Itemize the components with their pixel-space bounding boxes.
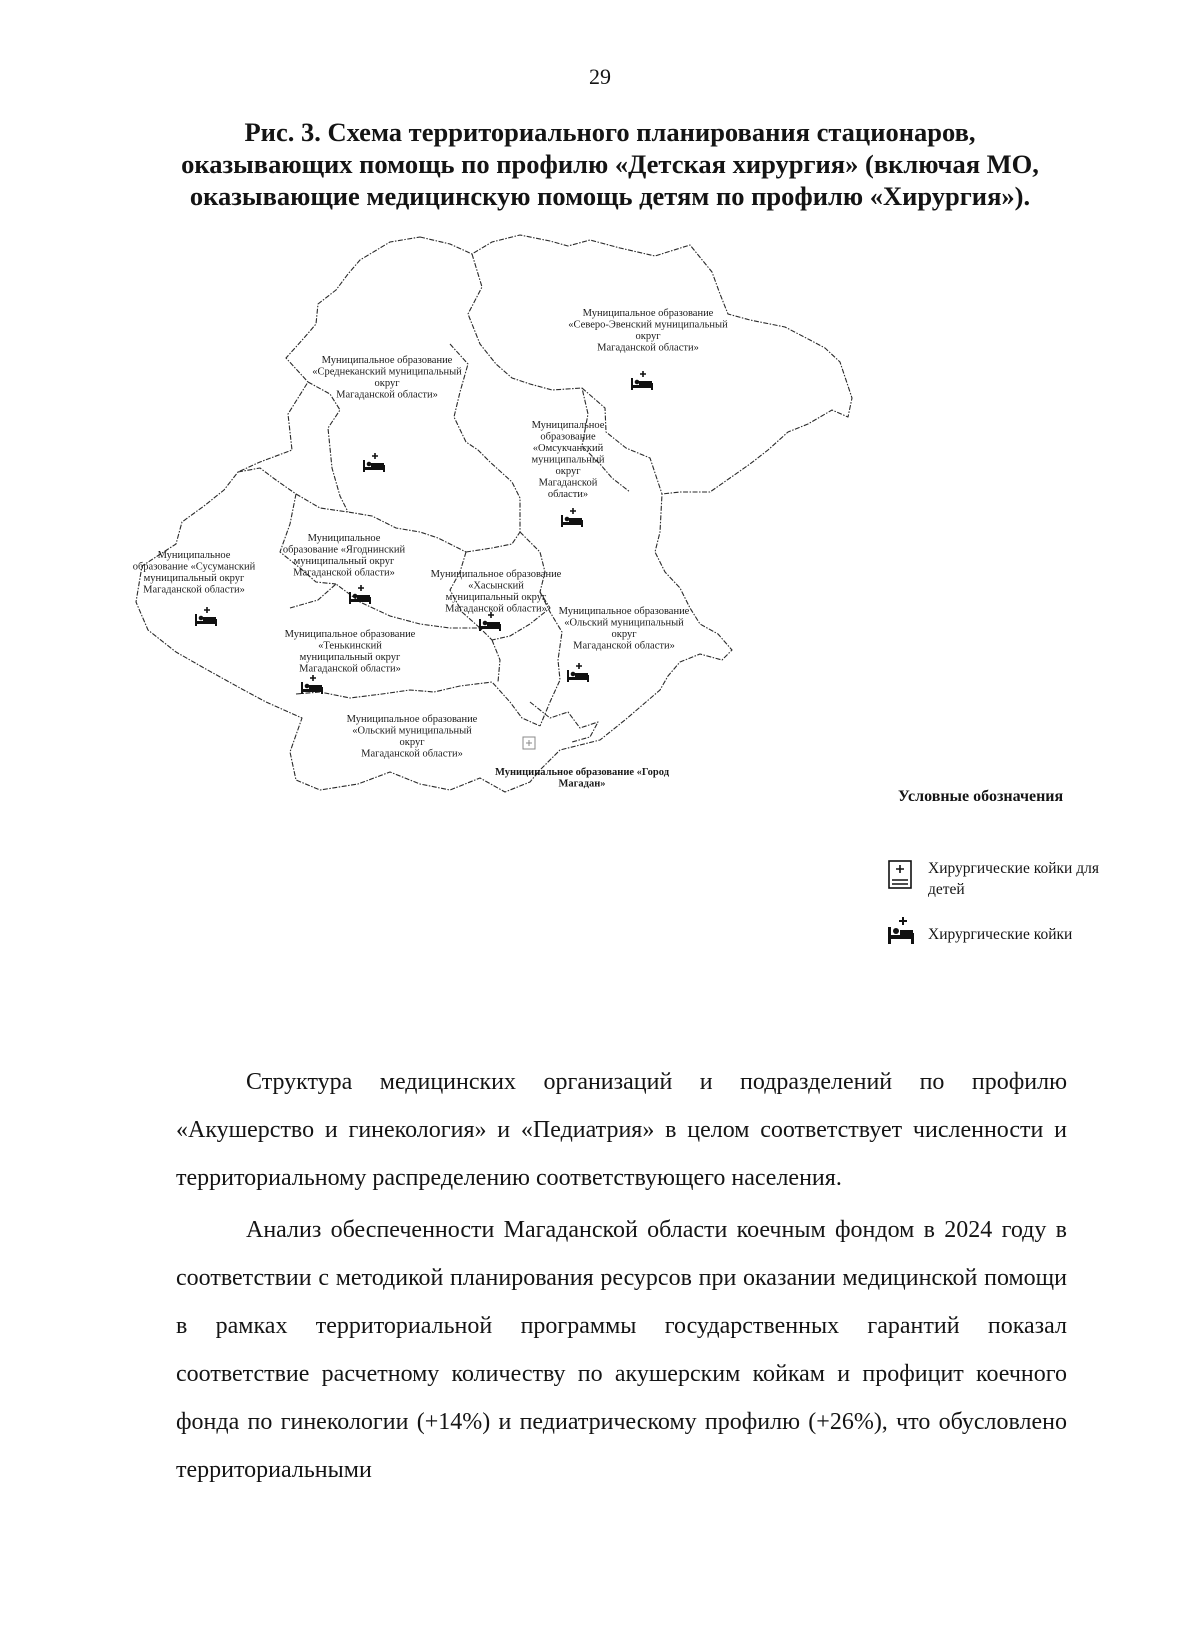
region-label-line: Муниципальное образование: [346, 714, 478, 725]
surgical-beds-children-icon: [523, 737, 535, 749]
region-label-line: Муниципальное образование: [321, 355, 453, 366]
label-yagodninsky: [283, 533, 406, 579]
surgical-beds-children-icon: [886, 858, 916, 892]
region-label-line: образование: [540, 431, 596, 443]
region-label-line: области»: [547, 489, 589, 500]
label-olsky-east: [559, 606, 690, 652]
region-label-line: Муниципальное образование: [430, 569, 562, 580]
region-label-line: «Омсукчанский: [532, 443, 604, 454]
region-label-line: муниципальный округ: [293, 556, 395, 567]
region-label-line: «Среднеканский муниципальный: [312, 366, 462, 378]
region-label-line: Магаданской области»: [293, 567, 395, 579]
body-text: [176, 1058, 1067, 1494]
region-label-line: «Ольский муниципальный: [352, 725, 472, 737]
page-number: 29: [589, 64, 611, 89]
region-label-line: Магаданской области»: [336, 389, 438, 401]
surgical-beds-icon: [886, 914, 916, 948]
region-label-line: округ: [555, 466, 581, 477]
region-label-line: Муниципальное образование: [558, 606, 690, 617]
region-label-line: «Ольский муниципальный: [564, 617, 684, 629]
region-label-line: Магаданской: [538, 477, 598, 489]
surgical-beds-icon: [363, 453, 385, 472]
border-magadan: [530, 702, 598, 742]
region-label-line: Магаданской области»: [445, 603, 547, 615]
surgical-beds-icon: [479, 612, 501, 631]
region-label-line: Муниципальное образование: [284, 629, 416, 640]
surgical-beds-icon: [349, 585, 371, 604]
region-label-line: Магаданской области»: [143, 584, 245, 596]
region-label-line: Магаданской области»: [597, 342, 699, 354]
region-label-line: Муниципальное образование: [582, 308, 714, 319]
legend-item-surgical-beds: [886, 914, 1072, 948]
legend-label-surgical-beds: Хирургические койки: [928, 926, 1073, 943]
label-olsky-south: [347, 714, 478, 760]
paragraph: Структура медицинских организаций и подразделений по профилю «Акушерство и гинекология» и «Педиатрия» в целом соответствует численности и территориальному распределению соответствующего населения.: [176, 1069, 1067, 1191]
figure-title: Рис. 3. Схема территориального планирования стационаров, оказывающих помощь по профилю «Детская хирургия» (включая МО, оказывающие медицинскую помощь детям по профилю «Хирургия»).: [181, 117, 1039, 211]
legend-title: Условные обозначения: [898, 788, 1064, 805]
region-borders: [136, 235, 852, 792]
region-label-line: муниципальный округ: [445, 592, 547, 603]
surgical-beds-icon: [561, 508, 583, 527]
region-label-line: округ: [611, 629, 637, 640]
region-labels: [133, 308, 728, 790]
legend-item-children-beds: [886, 858, 1128, 900]
surgical-beds-icon: [301, 675, 323, 694]
region-label-line: образование «Ягоднинский: [282, 544, 406, 556]
paragraph: Анализ обеспеченности Магаданской области коечным фондом в 2024 году в соответствии с методикой планирования ресурсов при оказании медицинской помощи в рамках территориальной программы государственных гарантий показал соответствие расчетному количеству по акушерским койкам и профицит коечного фонда по гинекологии (+14%) и педиатрическому профилю (+26%), что обусловлено территориальными: [176, 1217, 1067, 1483]
region-label-line: Магадан»: [558, 778, 606, 790]
surgical-beds-icon: [567, 663, 589, 682]
region-label-line: муниципальный округ: [143, 573, 245, 584]
label-omsukchansky: [531, 420, 604, 500]
region-label-line: Магаданской области»: [573, 640, 675, 652]
region-label-line: образование «Сусуманский: [132, 561, 256, 573]
region-label-line: «Хасынский: [468, 580, 524, 592]
outer-boundary: [136, 235, 852, 792]
border-khasyn-omsuk: [466, 498, 520, 552]
region-label-line: Магаданской области»: [299, 663, 401, 675]
surgical-beds-icon: [631, 371, 653, 390]
region-label-line: «Северо-Эвенский муниципальный: [568, 319, 728, 331]
region-label-line: Муниципальное: [531, 420, 605, 431]
label-susumansky: [133, 550, 256, 596]
region-label-line: округ: [399, 737, 425, 748]
label-tenkinsky: [285, 629, 416, 675]
border-tenka-east: [492, 640, 500, 682]
label-khasynsky: [431, 569, 562, 615]
region-label-line: Муниципальное образование «Город: [494, 767, 670, 778]
region-label-line: муниципальный округ: [299, 652, 401, 663]
border-sred-west: [308, 382, 348, 512]
region-map: [120, 232, 940, 832]
region-label-line: округ: [635, 331, 661, 342]
region-label-line: Магаданской области»: [361, 748, 463, 760]
region-label-line: «Тенькинский: [318, 640, 382, 652]
legend-label-children-beds: Хирургические койки для детей: [928, 860, 1099, 898]
surgical-beds-icon: [195, 607, 217, 626]
region-label-line: Муниципальное: [307, 533, 381, 544]
label-severo-evensky: [568, 308, 728, 354]
region-label-line: муниципальный: [531, 454, 605, 466]
region-label-line: Муниципальное: [157, 550, 231, 561]
region-label-line: округ: [374, 378, 400, 389]
label-srednekansky: [312, 355, 462, 401]
label-magadan-city: [495, 767, 670, 790]
